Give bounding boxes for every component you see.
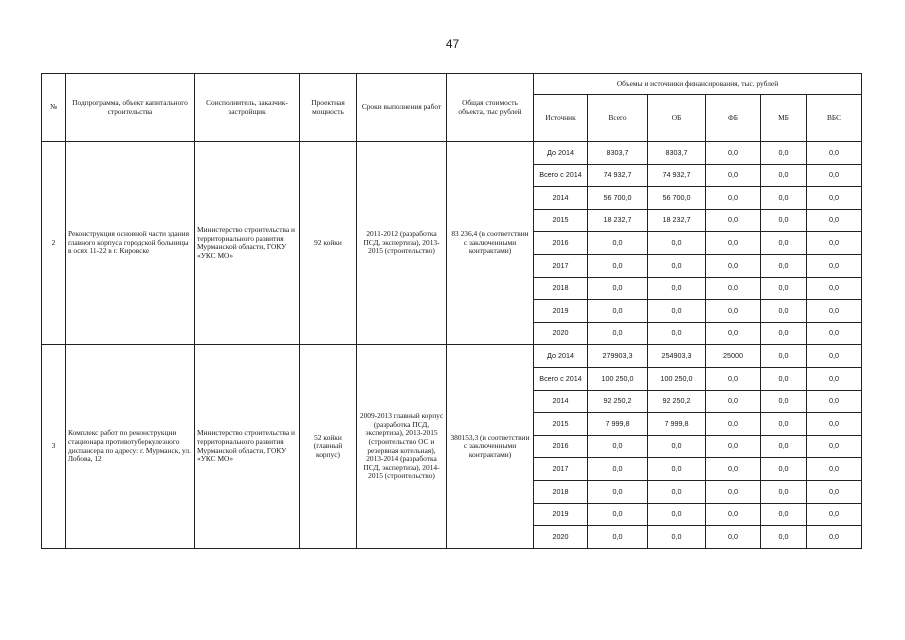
financing-vbs-cell: 0,0 [807, 503, 862, 526]
header-fb: ФБ [706, 95, 761, 142]
financing-mb-cell: 0,0 [761, 322, 807, 345]
financing-total-cell: 7 999,8 [588, 413, 648, 436]
financing-total-cell: 0,0 [588, 526, 648, 549]
financing-vbs-cell: 0,0 [807, 142, 862, 165]
financing-source-cell: Всего с 2014 [534, 367, 588, 390]
header-vbs: ВБС [807, 95, 862, 142]
financing-fb-cell: 0,0 [706, 413, 761, 436]
financing-source-cell: 2017 [534, 254, 588, 277]
financing-total-cell: 74 932,7 [588, 164, 648, 187]
financing-mb-cell: 0,0 [761, 413, 807, 436]
financing-source-cell: Всего с 2014 [534, 164, 588, 187]
financing-ob-cell: 0,0 [648, 322, 706, 345]
financing-source-cell: До 2014 [534, 142, 588, 165]
object-total-cost: 380153,3 (в соответствии с заключенными контрактами) [447, 345, 534, 548]
financing-fb-cell: 0,0 [706, 187, 761, 210]
financing-source-cell: 2014 [534, 187, 588, 210]
financing-fb-cell: 0,0 [706, 503, 761, 526]
financing-source-cell: 2014 [534, 390, 588, 413]
header-program: Подпрограмма, объект капитального строительства [66, 74, 195, 142]
financing-ob-cell: 0,0 [648, 458, 706, 481]
financing-vbs-cell: 0,0 [807, 367, 862, 390]
financing-vbs-cell: 0,0 [807, 164, 862, 187]
financing-ob-cell: 0,0 [648, 232, 706, 255]
financing-ob-cell: 0,0 [648, 300, 706, 323]
financing-fb-cell: 0,0 [706, 322, 761, 345]
financing-mb-cell: 0,0 [761, 277, 807, 300]
financing-mb-cell: 0,0 [761, 232, 807, 255]
financing-mb-cell: 0,0 [761, 458, 807, 481]
object-program: Комплекс работ по реконструкции стационара противотуберкулезного диспансера по адресу: г. Мурманск, ул. Лобова, 12 [66, 345, 195, 548]
object-deadlines: 2011-2012 (разработка ПСД, экспертиза), 2013-2015 (строительство) [357, 142, 447, 345]
financing-ob-cell: 0,0 [648, 526, 706, 549]
financing-total-cell: 0,0 [588, 232, 648, 255]
financing-mb-cell: 0,0 [761, 164, 807, 187]
financing-source-cell: 2015 [534, 209, 588, 232]
financing-mb-cell: 0,0 [761, 187, 807, 210]
financing-ob-cell: 0,0 [648, 277, 706, 300]
object-program: Реконструкция основной части здания главного корпуса городской больницы в осях 11-22 в г. Кировске [66, 142, 195, 345]
financing-source-cell: 2015 [534, 413, 588, 436]
financing-ob-cell: 18 232,7 [648, 209, 706, 232]
financing-vbs-cell: 0,0 [807, 209, 862, 232]
financing-mb-cell: 0,0 [761, 345, 807, 368]
financing-vbs-cell: 0,0 [807, 277, 862, 300]
object-total-cost: 83 236,4 (в соответствии с заключенными контрактами) [447, 142, 534, 345]
financing-total-cell: 0,0 [588, 254, 648, 277]
financing-fb-cell: 0,0 [706, 480, 761, 503]
header-no: № [42, 74, 66, 142]
financing-mb-cell: 0,0 [761, 390, 807, 413]
financing-vbs-cell: 0,0 [807, 413, 862, 436]
financing-source-cell: 2016 [534, 435, 588, 458]
financing-total-cell: 0,0 [588, 300, 648, 323]
financing-ob-cell: 0,0 [648, 503, 706, 526]
financing-fb-cell: 25000 [706, 345, 761, 368]
financing-ob-cell: 8303,7 [648, 142, 706, 165]
financing-mb-cell: 0,0 [761, 503, 807, 526]
financing-ob-cell: 100 250,0 [648, 367, 706, 390]
financing-ob-cell: 7 999,8 [648, 413, 706, 436]
financing-total-cell: 18 232,7 [588, 209, 648, 232]
financing-vbs-cell: 0,0 [807, 390, 862, 413]
financing-total-cell: 0,0 [588, 503, 648, 526]
header-financing-title: Объемы и источники финансирования, тыс. рублей [534, 74, 862, 95]
financing-ob-cell: 0,0 [648, 480, 706, 503]
financing-mb-cell: 0,0 [761, 480, 807, 503]
object-deadlines: 2009-2013 главный корпус (разработка ПСД, экспертиза), 2013-2015 (строительство ОС и резервная котельная), 2013-2014 (разработка ПСД, экспертиза), 2014-2015 (строительство) [357, 345, 447, 548]
object-executor: Министерство строительства и территориального развития Мурманской области, ГОКУ «УКС МО» [195, 345, 300, 548]
financing-vbs-cell: 0,0 [807, 300, 862, 323]
financing-ob-cell: 0,0 [648, 435, 706, 458]
header-total: Всего [588, 95, 648, 142]
financing-source-cell: 2020 [534, 322, 588, 345]
financing-fb-cell: 0,0 [706, 142, 761, 165]
financing-total-cell: 0,0 [588, 458, 648, 481]
table-row [42, 345, 862, 368]
financing-fb-cell: 0,0 [706, 390, 761, 413]
financing-vbs-cell: 0,0 [807, 322, 862, 345]
header-capacity: Проектная мощность [300, 74, 357, 142]
financing-fb-cell: 0,0 [706, 164, 761, 187]
header-mb: МБ [761, 95, 807, 142]
financing-source-cell: 2018 [534, 277, 588, 300]
financing-fb-cell: 0,0 [706, 254, 761, 277]
financing-total-cell: 0,0 [588, 322, 648, 345]
financing-total-cell: 0,0 [588, 277, 648, 300]
financing-ob-cell: 74 932,7 [648, 164, 706, 187]
object-number: 2 [42, 142, 66, 345]
financing-source-cell: 2020 [534, 526, 588, 549]
table-row [42, 142, 862, 165]
financing-mb-cell: 0,0 [761, 254, 807, 277]
financing-mb-cell: 0,0 [761, 142, 807, 165]
financing-vbs-cell: 0,0 [807, 232, 862, 255]
financing-vbs-cell: 0,0 [807, 254, 862, 277]
financing-total-cell: 8303,7 [588, 142, 648, 165]
financing-fb-cell: 0,0 [706, 367, 761, 390]
financing-source-cell: 2019 [534, 300, 588, 323]
financing-mb-cell: 0,0 [761, 209, 807, 232]
financing-mb-cell: 0,0 [761, 526, 807, 549]
financing-vbs-cell: 0,0 [807, 187, 862, 210]
header-total-cost: Общая стоимость объекта, тыс рублей [447, 74, 534, 142]
object-capacity: 92 койки [300, 142, 357, 345]
object-executor: Министерство строительства и территориального развития Мурманской области, ГОКУ «УКС МО» [195, 142, 300, 345]
financing-source-cell: 2016 [534, 232, 588, 255]
financing-vbs-cell: 0,0 [807, 345, 862, 368]
financing-fb-cell: 0,0 [706, 277, 761, 300]
financing-mb-cell: 0,0 [761, 300, 807, 323]
financing-total-cell: 0,0 [588, 480, 648, 503]
object-capacity: 52 койки (главный корпус) [300, 345, 357, 548]
financing-fb-cell: 0,0 [706, 526, 761, 549]
financing-source-cell: 2019 [534, 503, 588, 526]
header-ob: ОБ [648, 95, 706, 142]
header-deadlines: Сроки выполнения работ [357, 74, 447, 142]
financing-fb-cell: 0,0 [706, 458, 761, 481]
financing-fb-cell: 0,0 [706, 232, 761, 255]
financing-total-cell: 56 700,0 [588, 187, 648, 210]
financing-ob-cell: 0,0 [648, 254, 706, 277]
header-source: Источник [534, 95, 588, 142]
header-row-1 [42, 74, 862, 95]
financing-fb-cell: 0,0 [706, 435, 761, 458]
financing-fb-cell: 0,0 [706, 300, 761, 323]
financing-vbs-cell: 0,0 [807, 526, 862, 549]
financing-total-cell: 279903,3 [588, 345, 648, 368]
financing-source-cell: 2017 [534, 458, 588, 481]
financing-fb-cell: 0,0 [706, 209, 761, 232]
header-executor: Соисполнитель, заказчик-застройщик [195, 74, 300, 142]
financing-vbs-cell: 0,0 [807, 435, 862, 458]
financing-total-cell: 92 250,2 [588, 390, 648, 413]
financing-vbs-cell: 0,0 [807, 458, 862, 481]
financing-source-cell: До 2014 [534, 345, 588, 368]
financing-total-cell: 100 250,0 [588, 367, 648, 390]
financing-mb-cell: 0,0 [761, 435, 807, 458]
financing-mb-cell: 0,0 [761, 367, 807, 390]
financing-total-cell: 0,0 [588, 435, 648, 458]
financing-ob-cell: 254903,3 [648, 345, 706, 368]
financing-vbs-cell: 0,0 [807, 480, 862, 503]
financing-source-cell: 2018 [534, 480, 588, 503]
object-number: 3 [42, 345, 66, 548]
page-number: 47 [445, 37, 460, 51]
financing-ob-cell: 56 700,0 [648, 187, 706, 210]
financing-table [41, 73, 862, 549]
financing-ob-cell: 92 250,2 [648, 390, 706, 413]
